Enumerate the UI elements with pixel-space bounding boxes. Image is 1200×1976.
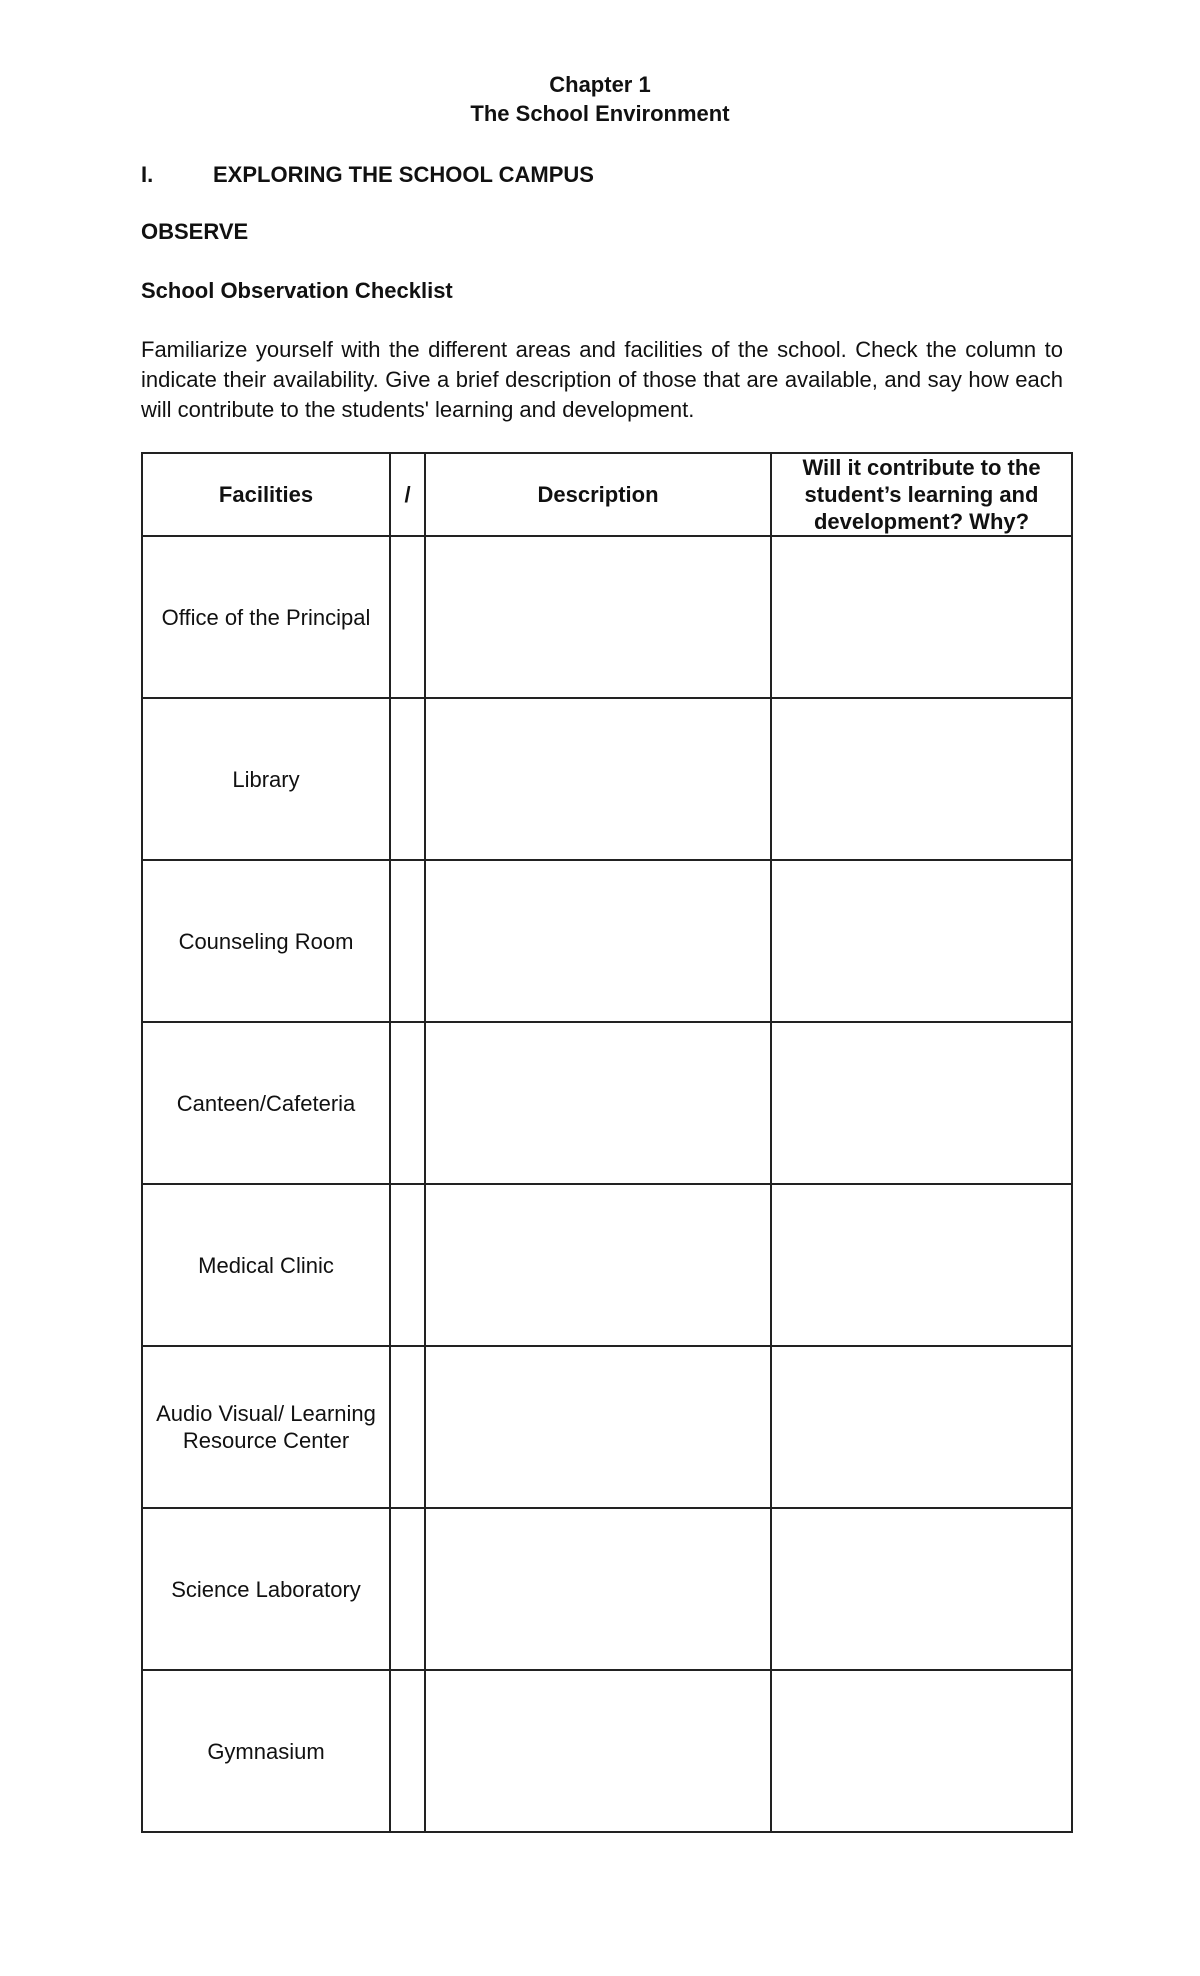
check-cell[interactable]: [390, 1022, 425, 1184]
facility-cell: Medical Clinic: [142, 1184, 390, 1346]
facility-cell: Canteen/Cafeteria: [142, 1022, 390, 1184]
header-facilities: Facilities: [142, 453, 390, 536]
check-cell[interactable]: [390, 536, 425, 698]
table-row: [142, 1670, 1072, 1832]
facility-cell: Counseling Room: [142, 860, 390, 1022]
observation-checklist-table: [141, 452, 1073, 1833]
description-cell[interactable]: [425, 698, 771, 860]
header-description: Description: [425, 453, 771, 536]
header-contribution: Will it contribute to the student’s learning and development? Why?: [771, 453, 1072, 536]
table-row: [142, 536, 1072, 698]
check-cell[interactable]: [390, 1184, 425, 1346]
description-cell[interactable]: [425, 1022, 771, 1184]
check-cell[interactable]: [390, 1670, 425, 1832]
chapter-header: [0, 70, 1200, 128]
check-cell[interactable]: [390, 1508, 425, 1670]
table-row: [142, 1184, 1072, 1346]
table-row: [142, 1022, 1072, 1184]
checklist-title: School Observation Checklist: [141, 278, 453, 303]
contribution-cell[interactable]: [771, 860, 1072, 1022]
table-row: [142, 698, 1072, 860]
table-row: [142, 1346, 1072, 1508]
check-cell[interactable]: [390, 860, 425, 1022]
table-row: [142, 860, 1072, 1022]
facility-cell: Gymnasium: [142, 1670, 390, 1832]
header-check: /: [390, 453, 425, 536]
observe-heading: OBSERVE: [141, 219, 249, 244]
contribution-cell[interactable]: [771, 1184, 1072, 1346]
section-title: EXPLORING THE SCHOOL CAMPUS: [213, 162, 594, 187]
description-cell[interactable]: [425, 1184, 771, 1346]
description-cell[interactable]: [425, 1508, 771, 1670]
contribution-cell[interactable]: [771, 1670, 1072, 1832]
contribution-cell[interactable]: [771, 1022, 1072, 1184]
facility-cell: Science Laboratory: [142, 1508, 390, 1670]
check-cell[interactable]: [390, 1346, 425, 1508]
table-header-row: [142, 453, 1072, 536]
description-cell[interactable]: [425, 1346, 771, 1508]
contribution-cell[interactable]: [771, 536, 1072, 698]
facility-cell: Office of the Principal: [142, 536, 390, 698]
table-row: [142, 1508, 1072, 1670]
facility-cell: Library: [142, 698, 390, 860]
instructions-paragraph: Familiarize yourself with the different areas and facilities of the school. Check the column to indicate their availability. Give a brief description of those that are available, and say how each will contribute to the students' learning and development.: [141, 337, 1063, 422]
section-number: I.: [141, 162, 154, 187]
contribution-cell[interactable]: [771, 1346, 1072, 1508]
chapter-title: The School Environment: [470, 101, 730, 126]
facility-cell: Audio Visual/ Learning Resource Center: [142, 1346, 390, 1508]
check-cell[interactable]: [390, 698, 425, 860]
description-cell[interactable]: [425, 860, 771, 1022]
section-heading: [141, 160, 594, 189]
chapter-number: Chapter 1: [549, 72, 651, 97]
contribution-cell[interactable]: [771, 698, 1072, 860]
description-cell[interactable]: [425, 536, 771, 698]
contribution-cell[interactable]: [771, 1508, 1072, 1670]
description-cell[interactable]: [425, 1670, 771, 1832]
